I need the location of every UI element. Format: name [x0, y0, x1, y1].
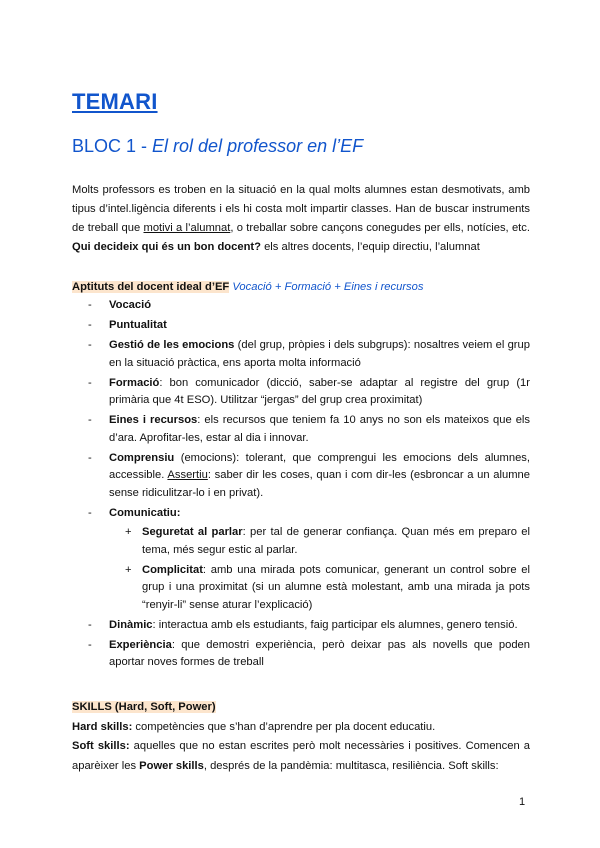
item-label: Experiència [109, 638, 172, 651]
bullet-marker: - [88, 319, 92, 331]
plus-marker: + [125, 563, 132, 576]
list-item [72, 505, 530, 615]
power-skills-label: Power skills [139, 759, 204, 772]
bloc-heading [72, 136, 363, 157]
item-text: : saber dir les coses, quan i com dir-les (esbroncar a un alumne sense ridiculitzar-lo i en privat). [109, 469, 530, 499]
intro-question: Qui decideix qui és un bon docent? [72, 241, 261, 253]
bullet-marker: - [88, 414, 92, 426]
list-item [72, 412, 530, 447]
list-item [72, 337, 530, 372]
bullet-marker: - [88, 299, 92, 311]
item-label: Dinàmic [109, 618, 153, 631]
hard-skills-line [72, 718, 530, 738]
aptituds-list [72, 297, 530, 674]
item-label: Complicitat [142, 563, 203, 576]
list-item [72, 317, 530, 335]
item-label: Gestió de les emocions [109, 339, 235, 351]
list-item [72, 617, 530, 635]
skills-heading: SKILLS (Hard, Soft, Power) [72, 701, 216, 713]
intro-text-1: Molts professors es troben en la situació en la qual molts alumnes estan desmotivats, amb tipus d’intel.ligència diferents i els hi costa molt impartir classes. Han de buscar instruments de treball que [72, 184, 530, 234]
bullet-marker: - [88, 376, 92, 389]
skills-section [72, 698, 530, 776]
item-label: Eines i recursos [109, 414, 198, 426]
item-text: (del grup, pròpies i dels subgrups): nosaltres veiem el grup en la situació pràctica, ens aporta molta informació [109, 339, 530, 369]
bullet-marker: - [88, 339, 92, 351]
intro-text-3: els altres docents, l’equip directiu, l’alumnat [260, 241, 480, 253]
item-text: : bon comunicador (dicció, saber-se adaptar al registre del grup (1r primària que 4t ESO). Utilitzar “jergas” del grup crea proximitat) [109, 376, 530, 406]
bullet-marker: - [88, 451, 92, 464]
hard-skills-label: Hard skills: [72, 720, 133, 733]
page-number: 1 [519, 796, 526, 808]
list-item [72, 450, 530, 503]
bullet-marker: - [88, 638, 92, 651]
bloc-prefix: BLOC 1 - [72, 136, 153, 156]
item-text: : per tal de generar confiança. Quan més em preparo el tema, més segur estic al parlar. [142, 526, 530, 556]
item-label: Seguretat al parlar [142, 526, 243, 538]
bullet-marker: - [88, 618, 92, 631]
soft-skills-text: aquelles que no estan escrites però molt necessàries i positives. Comencen a aparèixer les [72, 740, 530, 772]
item-label: Formació [109, 376, 160, 389]
document-title: TEMARI [72, 89, 158, 114]
aptituds-formula: Vocació + Formació + Eines i recursos [232, 281, 424, 293]
item-label: Puntualitat [109, 319, 167, 331]
sub-list-item [109, 524, 530, 559]
comunicatiu-sublist [109, 524, 530, 614]
bullet-marker: - [88, 506, 92, 519]
intro-text-2: , o treballar sobre cançons conegudes per ells, notícies, etc. [230, 222, 530, 234]
item-underlined: Assertiu [167, 469, 208, 481]
soft-skills-text-2: , després de la pandèmia: multitasca, resiliència. Soft skills: [203, 759, 499, 772]
hard-skills-text: competències que s’han d’aprendre per pla docent educatiu. [132, 720, 436, 733]
item-text: (emocions): tolerant, que comprengui les emocions dels alumnes, accessible. [109, 451, 530, 481]
soft-skills-label: Soft skills: [72, 740, 130, 752]
intro-paragraph [72, 181, 530, 257]
item-label: Comunicatiu: [109, 506, 181, 519]
item-label: Comprensiu [109, 451, 175, 464]
list-item [72, 637, 530, 672]
plus-marker: + [125, 526, 132, 538]
aptituds-heading-line [72, 279, 423, 295]
item-text: : interactua amb els estudiants, faig participar els alumnes, genero tensió. [152, 618, 518, 631]
bloc-name: El rol del professor en l’EF [152, 136, 364, 156]
sub-list-item [109, 562, 530, 615]
item-text: : que demostri experiència, però deixar pas als novells que poden aportar noves formes de treball [109, 638, 530, 668]
list-item [72, 375, 530, 410]
item-text: : els recursos que teniem fa 10 anys no son els mateixos que els d’ara. Aprofitar-les, estar al dia i innovar. [109, 414, 530, 444]
list-item [72, 297, 530, 315]
soft-skills-paragraph [72, 737, 530, 776]
aptituds-heading: Aptituts del docent ideal d’EF [72, 281, 230, 293]
item-label: Vocació [109, 299, 152, 311]
item-text: : amb una mirada pots comunicar, generant un control sobre el grup i una proximitat (si un alumne està molestant, amb una mirada ja pots “renyir-li” sense aturar l’explicació) [142, 563, 530, 611]
intro-underlined: motivi a l’alumnat [143, 222, 231, 234]
